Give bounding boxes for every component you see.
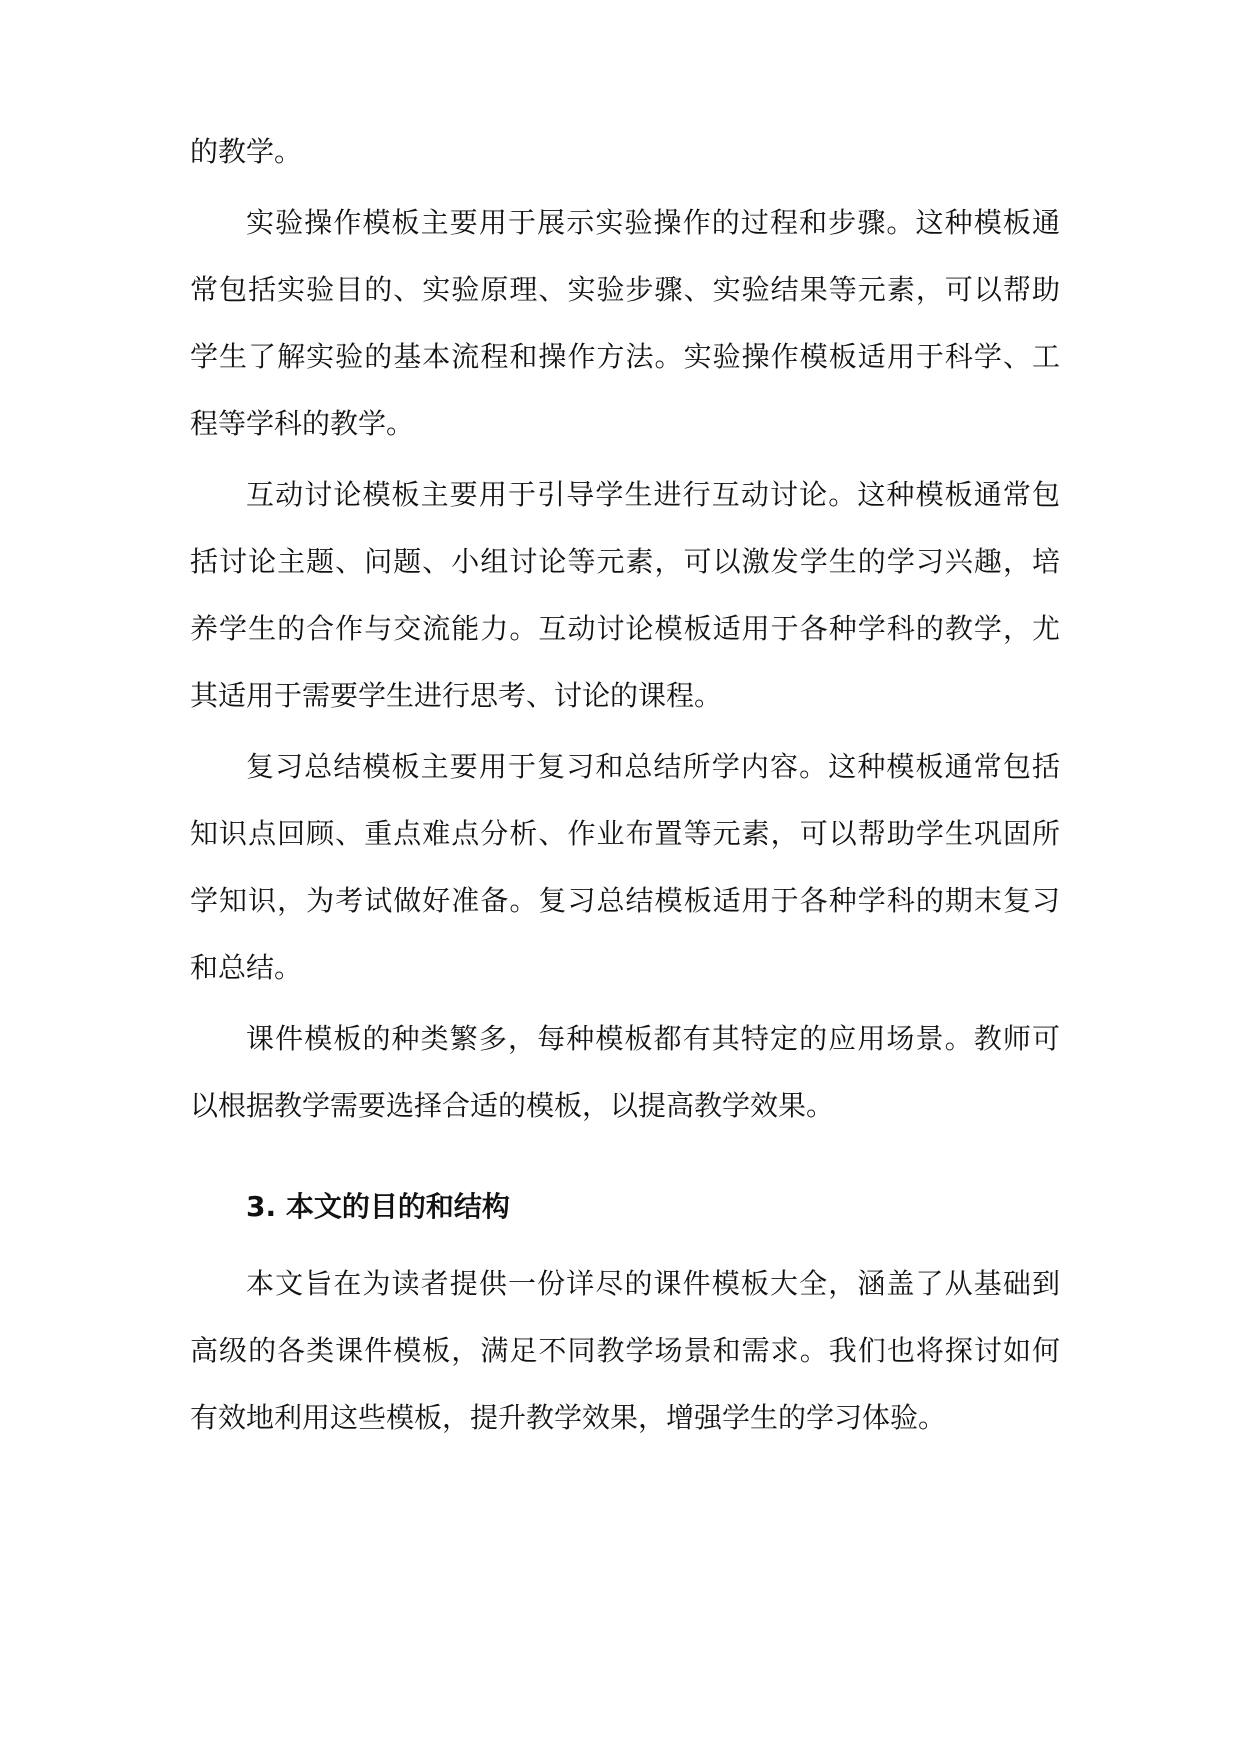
paragraph-line: 的教学。	[190, 135, 303, 168]
paragraph-line: 本文旨在为读者提供一份详尽的课件模板大全，涵盖了从基础到	[246, 1267, 1060, 1300]
paragraph-line: 养学生的合作与交流能力。互动讨论模板适用于各种学科的教学，尤	[190, 612, 1060, 645]
paragraph-line: 知识点回顾、重点难点分析、作业布置等元素，可以帮助学生巩固所	[190, 817, 1060, 850]
paragraph-line: 程等学科的教学。	[190, 407, 415, 440]
paragraph-line: 常包括实验目的、实验原理、实验步骤、实验结果等元素，可以帮助	[190, 273, 1060, 306]
paragraph-line: 学生了解实验的基本流程和操作方法。实验操作模板适用于科学、工	[190, 340, 1060, 373]
section-heading: 3. 本文的目的和结构	[246, 1190, 510, 1223]
paragraph-line: 互动讨论模板主要用于引导学生进行互动讨论。这种模板通常包	[246, 478, 1060, 511]
paragraph-line: 高级的各类课件模板，满足不同教学场景和需求。我们也将探讨如何	[190, 1334, 1060, 1367]
paragraph-line: 学知识，为考试做好准备。复习总结模板适用于各种学科的期末复习	[190, 884, 1060, 917]
paragraph-line: 课件模板的种类繁多，每种模板都有其特定的应用场景。教师可	[246, 1022, 1060, 1055]
paragraph-line: 其适用于需要学生进行思考、讨论的课程。	[190, 679, 723, 712]
paragraph-line: 和总结。	[190, 951, 303, 984]
paragraph-line: 有效地利用这些模板，提升教学效果，增强学生的学习体验。	[190, 1401, 947, 1434]
paragraph-line: 实验操作模板主要用于展示实验操作的过程和步骤。这种模板通	[246, 206, 1060, 239]
paragraph-line: 以根据教学需要选择合适的模板，以提高教学效果。	[190, 1089, 835, 1122]
paragraph-line: 复习总结模板主要用于复习和总结所学内容。这种模板通常包括	[246, 750, 1060, 783]
paragraph-line: 括讨论主题、问题、小组讨论等元素，可以激发学生的学习兴趣，培	[190, 545, 1060, 578]
